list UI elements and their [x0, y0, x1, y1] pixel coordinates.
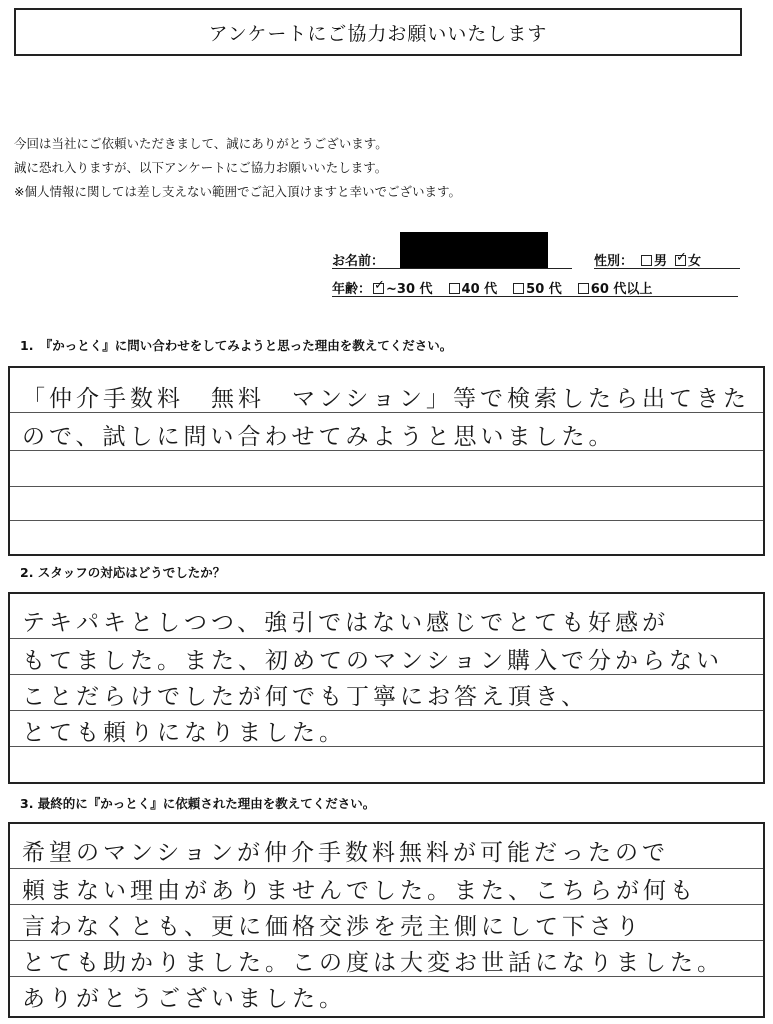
- name-redaction: [400, 232, 548, 268]
- gender-underline: [594, 268, 740, 269]
- answer-rule: [10, 868, 763, 869]
- age-label: 年齢：: [332, 282, 372, 297]
- question-3-label: 3. 最終的に『かっとく』に依頼された理由を教えてください。: [20, 796, 376, 811]
- age-underline: [332, 296, 738, 297]
- answer-1-line-1: 「仲介手数料 無料 マンション」等で検索したら出てきた: [22, 386, 750, 412]
- intro-line: ※個人情報に関しては差し支えない範囲でご記入頂けますと幸いでございます。: [14, 184, 461, 199]
- gender-field: [594, 250, 701, 269]
- intro-text: [14, 132, 461, 204]
- answer-1-line-2: ので、試しに問い合わせてみようと思いました。: [22, 424, 616, 450]
- survey-title-text: アンケートにご協力お願いいたします: [208, 22, 548, 45]
- age-checkbox-60s-plus[interactable]: [578, 283, 589, 294]
- answer-3-line-5: ありがとうございました。: [22, 986, 346, 1012]
- question-2-label: 2. スタッフの対応はどうでしたか？: [20, 565, 226, 580]
- answer-rule: [10, 638, 763, 639]
- age-checkbox-40s[interactable]: [449, 283, 460, 294]
- age-checkbox-50s[interactable]: [513, 283, 524, 294]
- answer-2-box[interactable]: [8, 592, 765, 784]
- gender-option-male: 男: [654, 254, 668, 269]
- answer-2-line-2: もてました。また、初めてのマンション購入で分からない: [22, 648, 723, 674]
- answer-3-line-2: 頼まない理由がありませんでした。また、こちらが何も: [22, 878, 697, 904]
- answer-2-line-1: テキパキとしつつ、強引ではない感じでとても好感が: [22, 610, 670, 636]
- name-underline: [332, 268, 572, 269]
- age-checkbox-under30[interactable]: [373, 283, 384, 294]
- answer-3-line-3: 言わなくとも、更に価格交渉を売主側にして下さり: [22, 914, 643, 940]
- answer-3-box[interactable]: [8, 822, 765, 1018]
- gender-checkbox-male[interactable]: [641, 255, 652, 266]
- gender-checkbox-female[interactable]: [675, 255, 686, 266]
- answer-rule: [10, 486, 763, 487]
- intro-line: 誠に恐れ入りますが、以下アンケートにご協力お願いいたします。: [14, 160, 388, 175]
- question-1-label: 1. 『かっとく』に問い合わせをしてみようと思った理由を教えてください。: [20, 338, 453, 353]
- answer-1-box[interactable]: [8, 366, 765, 556]
- gender-label: 性別：: [594, 254, 634, 269]
- age-option-40s: 40 代: [461, 282, 498, 297]
- intro-line: 今回は当社にご依頼いただきまして、誠にありがとうございます。: [14, 136, 388, 151]
- gender-option-female: 女: [688, 254, 702, 269]
- answer-3-line-1: 希望のマンションが仲介手数料無料が可能だったので: [22, 840, 669, 866]
- answer-rule: [10, 520, 763, 521]
- age-field: [332, 278, 652, 297]
- answer-2-line-4: とても頼りになりました。: [22, 720, 346, 746]
- age-option-50s: 50 代: [526, 282, 562, 297]
- answer-2-line-3: ことだらけでしたが何でも丁寧にお答え頂き、: [22, 684, 589, 710]
- survey-title: [14, 8, 742, 56]
- age-option-under30: ~30 代: [386, 282, 433, 297]
- name-label: お名前：: [332, 254, 385, 269]
- age-option-60s-plus: 60 代以上: [590, 282, 653, 297]
- answer-3-line-4: とても助かりました。この度は大変お世話になりました。: [22, 950, 724, 976]
